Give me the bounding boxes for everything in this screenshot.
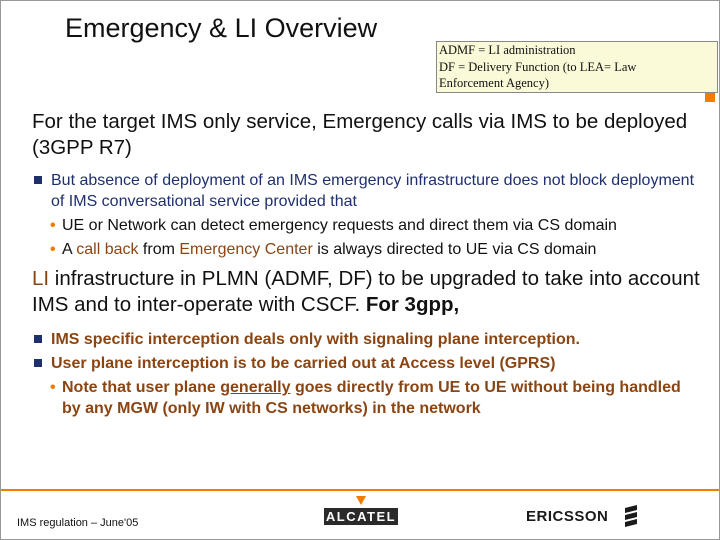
emergency-center-highlight: Emergency Center (179, 241, 313, 258)
ericsson-logo: ERICSSON (526, 508, 609, 525)
slide-body (32, 109, 702, 419)
note-line-2: DF = Delivery Function (to LEA= Law (439, 59, 637, 74)
note-line-3: Enforcement Agency) (439, 76, 550, 90)
li-highlight: LI (32, 267, 50, 290)
section-2-heading-main: infrastructure in PLMN (ADMF, DF) to be upgraded to take into account IMS and to inter-operate with CSCF. (32, 267, 700, 316)
dot-bullet-icon: • (50, 241, 56, 258)
footer-text: IMS regulation – June'05 (17, 517, 139, 529)
ericsson-mark-icon (619, 504, 643, 528)
alcatel-triangle-icon (356, 496, 366, 505)
section-2-sub (32, 377, 702, 419)
generally-underlined: generally (220, 379, 291, 396)
definitions-note (436, 41, 718, 93)
section-1-bullet-text: But absence of deployment of an IMS emergency infrastructure does not block deployment of IMS conversational service provided that (51, 172, 695, 210)
section-2-heading (32, 266, 702, 318)
section-1-sub-2-prefix: A (62, 241, 77, 258)
footer-divider (1, 489, 719, 491)
section-1-sub-2-suffix: is always directed to UE via CS domain (312, 241, 597, 258)
section-2-bullet-2 (32, 353, 702, 374)
section-2-bullet-1 (32, 329, 702, 350)
section-1-bullet (32, 170, 702, 212)
square-bullet-icon (34, 359, 42, 367)
alcatel-logo: ALCATEL (325, 509, 397, 524)
square-bullet-icon (34, 176, 42, 184)
section-2-bullet-1-text: IMS specific interception deals only with signaling plane interception. (51, 331, 580, 348)
section-1-sub-1 (32, 215, 702, 236)
call-back-highlight: call back (76, 241, 139, 258)
section-1-sub-2-mid: from (138, 241, 180, 258)
section-1-sub-2 (32, 239, 702, 260)
section-1-sub-1-text: UE or Network can detect emergency requests and direct them via CS domain (62, 217, 617, 234)
section-2-bullet-2-text: User plane interception is to be carried out at Access level (GPRS) (51, 355, 556, 372)
slide-title: Emergency & LI Overview (65, 13, 378, 43)
section-2-sub-prefix: Note that user plane (62, 379, 221, 396)
section-2-heading-bold: For 3gpp, (365, 293, 460, 316)
section-1-heading: For the target IMS only service, Emergency calls via IMS to be deployed (3GPP R7) (32, 110, 688, 159)
note-line-1: ADMF = LI administration (439, 43, 576, 57)
square-bullet-icon (34, 335, 42, 343)
dot-bullet-icon: • (50, 379, 56, 396)
dot-bullet-icon: • (50, 217, 56, 234)
section-2-sub-suffix: goes directly from UE to UE without being handled by any MGW (only IW with CS networks) in the network (62, 379, 681, 417)
orange-square-marker (705, 93, 715, 102)
